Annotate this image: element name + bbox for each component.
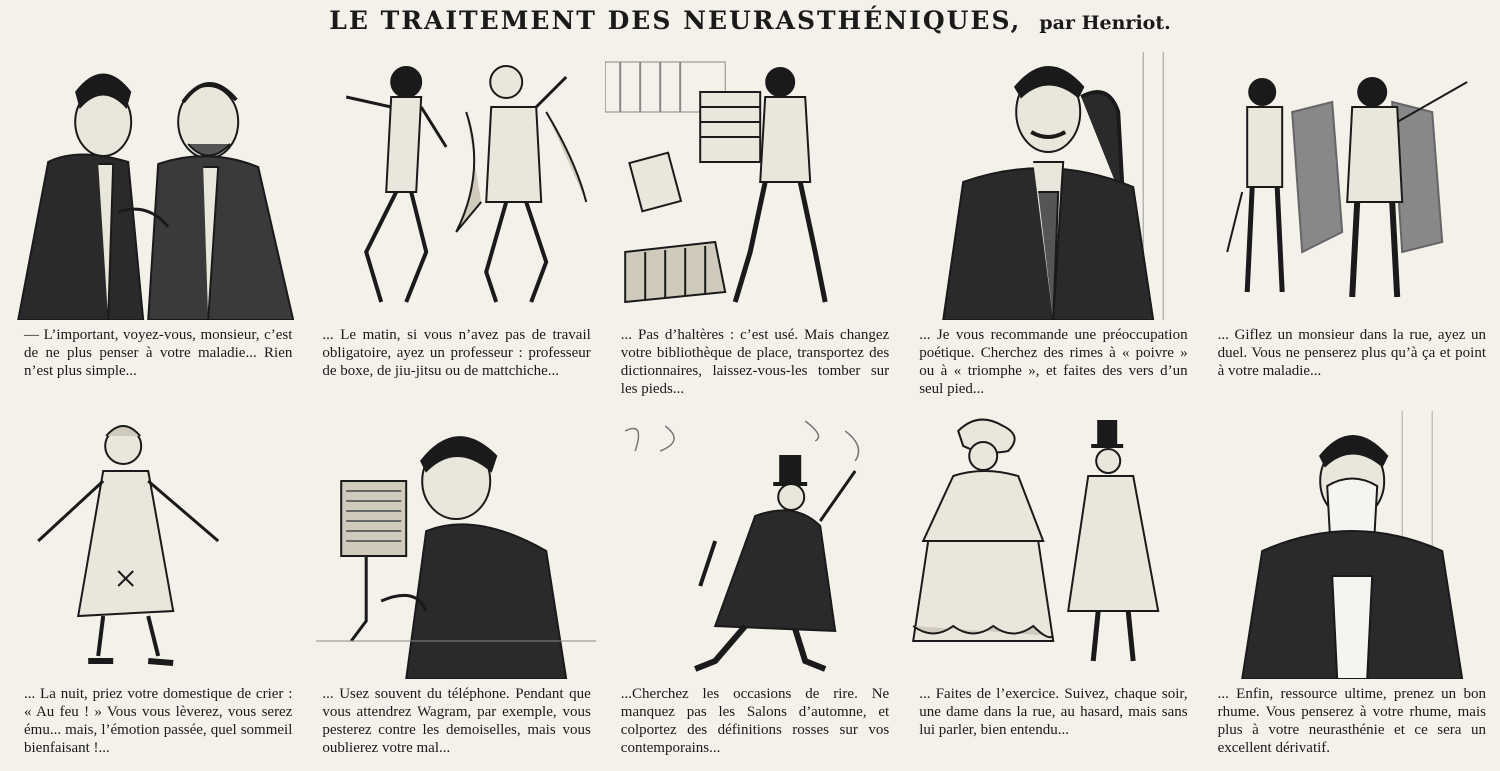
panel-6	[8, 411, 298, 766]
page-title	[0, 6, 1500, 46]
panel-10-caption: ... Enfin, ressource ultime, prenez un bon rhume. Vous penserez à votre rhume, mais plus à votre neurasthénie et ce sera un excellent dérivatif.	[1217, 686, 1486, 756]
panel-5-illustration	[1202, 52, 1492, 320]
panel-8-illustration	[605, 411, 895, 679]
panel-3	[605, 52, 895, 407]
panel-10	[1202, 411, 1492, 766]
panel-10-illustration	[1202, 411, 1492, 679]
panel-2	[306, 52, 596, 407]
panel-7-illustration	[306, 411, 596, 679]
panel-7-caption: ... Usez souvent du téléphone. Pendant que vous attendrez Wagram, par exemple, vous pesterez contre les demoiselles, mais vous oublierez votre mal...	[322, 686, 591, 756]
title-byline: par Henriot.	[1039, 12, 1171, 34]
panel-8-caption: ...Cherchez les occasions de rire. Ne manquez pas les Salons d’automne, et colportez des définitions rosses sur vos contemporains...	[620, 686, 890, 756]
panel-9	[903, 411, 1193, 766]
panel-2-illustration	[306, 52, 596, 320]
panel-9-illustration	[903, 411, 1193, 679]
panel-6-illustration	[8, 411, 298, 679]
panel-1-caption: — L’important, voyez-vous, monsieur, c’est de ne plus penser à votre maladie... Rien n’est plus simple...	[24, 327, 293, 379]
panel-9-caption: ... Faites de l’exercice. Suivez, chaque soir, une dame dans la rue, au hasard, mais sans lui parler, bien entendu...	[919, 686, 1188, 738]
panel-6-caption: ... La nuit, priez votre domestique de crier : « Au feu ! » Vous vous lèverez, vous serez ému... mais, l’émotion passée, quel sommeil bienfaisant !...	[24, 686, 293, 756]
panel-4-caption: ... Je vous recommande une préoccupation poétique. Cherchez des rimes à « poivre » ou à « triomphe », et faites des vers d’un seul pied...	[919, 327, 1188, 397]
panel-1-illustration	[8, 52, 298, 320]
panel-3-illustration	[605, 52, 895, 320]
title-main: LE TRAITEMENT DES NEURASTHÉNIQUES,	[329, 6, 1022, 35]
panel-4-illustration	[903, 52, 1193, 320]
panel-7	[306, 411, 596, 766]
panel-3-caption: ... Pas d’haltères : c’est usé. Mais changez votre bibliothèque de place, transportez des dictionnaires, laissez-vous-les tomber sur les pieds...	[620, 327, 890, 397]
panel-5	[1202, 52, 1492, 407]
panel-4	[903, 52, 1193, 407]
comic-grid	[8, 52, 1492, 766]
panel-8	[605, 411, 895, 766]
panel-1	[8, 52, 298, 407]
panel-5-caption: ... Giflez un monsieur dans la rue, ayez un duel. Vous ne penserez plus qu’à ça et point à votre maladie...	[1217, 327, 1486, 379]
panel-2-caption: ... Le matin, si vous n’avez pas de travail obligatoire, ayez un professeur : professeur de boxe, de jiu-jitsu ou de mattchiche...	[322, 327, 591, 379]
